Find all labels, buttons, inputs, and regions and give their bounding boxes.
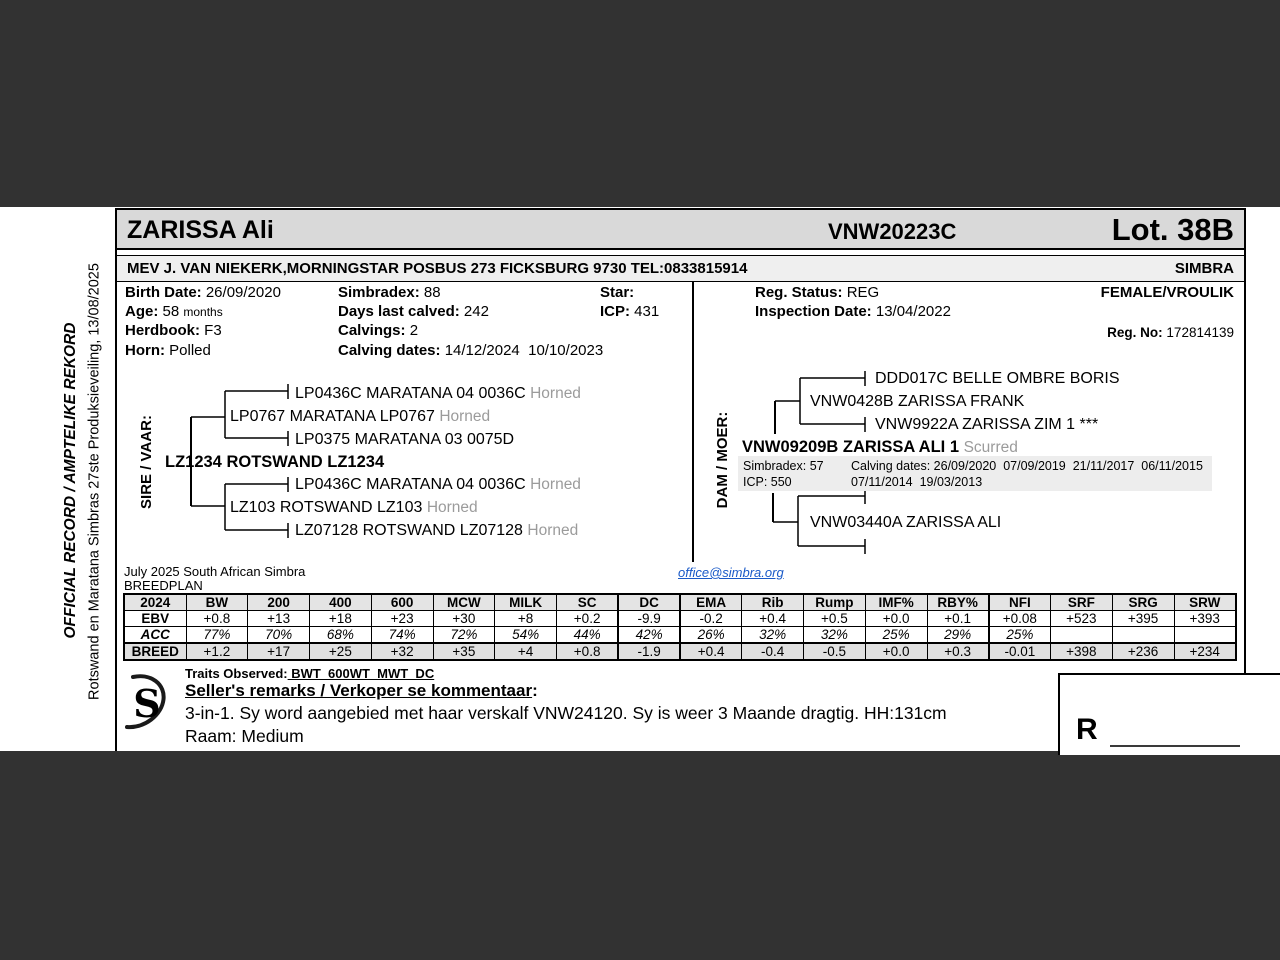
breedplan-cell-ebv-NFI: +0.08 [989, 611, 1051, 627]
sire-grandsire-sire: LP0436C MARATANA 04 0036C Horned [295, 385, 581, 402]
breedplan-cell-breed-MILK: +4 [495, 643, 557, 660]
sex-label: FEMALE/VROULIK [1100, 284, 1234, 301]
breedplan-cell-acc-MCW: 72% [433, 627, 495, 644]
inspection-date-field: Inspection Date: 13/04/2022 [755, 303, 951, 320]
star-field: Star: [600, 284, 635, 301]
sire-sire: LP0767 MARATANA LP0767 Horned [230, 408, 491, 425]
traits-observed: Traits Observed: BWT 600WT MWT DC [185, 666, 435, 681]
official-record-vertical-text: OFFICIAL RECORD / AMPTELIKE REKORD [62, 322, 79, 639]
breedplan-cell-acc-BW: 77% [186, 627, 248, 644]
price-currency-label: R [1076, 713, 1098, 746]
breedplan-row-ebv [124, 611, 1236, 627]
breedplan-cell-breed-BW: +1.2 [186, 643, 248, 660]
breedplan-edition: July 2025 South African Simbra [124, 564, 306, 579]
breedplan-header-row [124, 594, 1236, 611]
breedplan-cell-breed-SRF: +398 [1051, 643, 1113, 660]
breedplan-cell-breed-IMF%: +0.0 [865, 643, 927, 660]
lot-number: Lot. 38B [1111, 212, 1234, 247]
breedplan-cell-ebv-SC: +0.2 [557, 611, 619, 627]
sire-grandsire-dam: LP0375 MARATANA 03 0075D [295, 431, 515, 448]
breedplan-cell-breed-RBY%: +0.3 [927, 643, 989, 660]
simbradex-field: Simbradex: 88 [338, 284, 441, 301]
breedplan-col-Rib: Rib [742, 594, 804, 611]
breedplan-cell-breed-200: +17 [248, 643, 310, 660]
horn-field: Horn: Polled [125, 342, 211, 359]
breedplan-program: BREEDPLAN [124, 578, 203, 593]
breedplan-cell-breed-Rump: -0.5 [804, 643, 866, 660]
breedplan-cell-acc-MILK: 54% [495, 627, 557, 644]
breedplan-cell-acc-EMA: 26% [680, 627, 742, 644]
breedplan-cell-ebv-SRG: +395 [1112, 611, 1174, 627]
dam-stats-box [738, 456, 1212, 491]
breedplan-row-breed [124, 643, 1236, 660]
owner-band [117, 255, 1244, 282]
breedplan-cell-breed-SC: +0.8 [557, 643, 619, 660]
sire-granddam-dam: LZ07128 ROTSWAND LZ07128 Horned [295, 522, 579, 539]
breedplan-col-SC: SC [557, 594, 619, 611]
breedplan-cell-breed-Rib: -0.4 [742, 643, 804, 660]
icp-field: ICP: 431 [600, 303, 660, 320]
price-box [1058, 673, 1280, 755]
breedplan-col-400: 400 [310, 594, 372, 611]
breedplan-cell-ebv-MILK: +8 [495, 611, 557, 627]
breedplan-cell-ebv-MCW: +30 [433, 611, 495, 627]
breedplan-cell-acc-IMF%: 25% [865, 627, 927, 644]
seller-remarks-line2: Raam: Medium [185, 726, 304, 746]
breedplan-cell-breed-NFI: -0.01 [989, 643, 1051, 660]
calving-dates-field: Calving dates: 14/12/2024 10/10/2023 [338, 342, 604, 359]
dam-section-label: DAM / MOER: [714, 411, 731, 509]
breedplan-cell-acc-RBY%: 29% [927, 627, 989, 644]
breedplan-col-200: 200 [248, 594, 310, 611]
breedplan-cell-acc-Rib: 32% [742, 627, 804, 644]
breedplan-cell-ebv-Rump: +0.5 [804, 611, 866, 627]
breedplan-cell-acc-SRG [1112, 627, 1174, 644]
breedplan-cell-ebv-RBY%: +0.1 [927, 611, 989, 627]
breedplan-row-label-ebv: EBV [124, 611, 186, 627]
dam-dam: VNW03440A ZARISSA ALI [810, 514, 1002, 531]
birth-date-field: Birth Date: 26/09/2020 [125, 284, 281, 301]
breedplan-cell-ebv-BW: +0.8 [186, 611, 248, 627]
dam-stats-calving-dates: Calving dates: 26/09/2020 07/09/2019 21/11/2017 06/11/2015 07/11/2014 19/03/2013 [851, 459, 1203, 489]
breedplan-cell-ebv-DC: -9.9 [618, 611, 680, 627]
breedplan-col-SRW: SRW [1174, 594, 1236, 611]
bottom-letterbox-bar [0, 751, 1280, 960]
reg-no-field: Reg. No: 172814139 [1107, 325, 1234, 340]
breedplan-cell-ebv-IMF%: +0.0 [865, 611, 927, 627]
animal-code: VNW20223C [828, 219, 957, 244]
reg-status-field: Reg. Status: REG [755, 284, 880, 301]
breedplan-cell-acc-SRW [1174, 627, 1236, 644]
breedplan-cell-breed-400: +25 [310, 643, 372, 660]
seller-remarks-line1: 3-in-1. Sy word aangebied met haar verskalf VNW24120. Sy is weer 3 Maande dragtig. HH:131cm [185, 703, 947, 723]
seller-remarks-heading: Seller's remarks / Verkoper se kommentaar: [185, 681, 538, 700]
breedplan-row-label-breed: BREED [124, 643, 186, 660]
breedplan-cell-acc-400: 68% [310, 627, 372, 644]
top-letterbox-bar [0, 0, 1280, 207]
breedplan-col-NFI: NFI [989, 594, 1051, 611]
breedplan-cell-ebv-SRF: +523 [1051, 611, 1113, 627]
breedplan-col-RBY%: RBY% [927, 594, 989, 611]
breedplan-cell-ebv-400: +18 [310, 611, 372, 627]
breedplan-col-SRF: SRF [1051, 594, 1113, 611]
simbra-logo [117, 665, 183, 751]
catalog-page [0, 207, 1280, 751]
calvings-field: Calvings: 2 [338, 322, 419, 339]
breedplan-cell-breed-DC: -1.9 [618, 643, 680, 660]
age-field: Age: 58 months [125, 303, 223, 320]
dam-sire: VNW0428B ZARISSA FRANK [810, 393, 1025, 410]
breedplan-cell-ebv-SRW: +393 [1174, 611, 1236, 627]
logo-letter: S [133, 681, 161, 726]
breedplan-cell-breed-MCW: +35 [433, 643, 495, 660]
breedplan-col-MCW: MCW [433, 594, 495, 611]
breedplan-cell-breed-SRG: +236 [1112, 643, 1174, 660]
sire-granddam-sire: LP0436C MARATANA 04 0036C Horned [295, 476, 581, 493]
sire-dam: LZ103 ROTSWAND LZ103 Horned [230, 499, 478, 516]
owner-line: MEV J. VAN NIEKERK,MORNINGSTAR POSBUS 273 FICKSBURG 9730 TEL:0833815914 [127, 260, 748, 277]
breedplan-cell-acc-SC: 44% [557, 627, 619, 644]
sire-name: LZ1234 ROTSWAND LZ1234 [165, 453, 385, 471]
breedplan-cell-acc-NFI: 25% [989, 627, 1051, 644]
animal-name: ZARISSA Ali [127, 216, 274, 244]
breedplan-col-EMA: EMA [680, 594, 742, 611]
breedplan-col-IMF%: IMF% [865, 594, 927, 611]
pedigree-divider [692, 282, 694, 562]
breedplan-cell-acc-Rump: 32% [804, 627, 866, 644]
breedplan-cell-ebv-EMA: -0.2 [680, 611, 742, 627]
price-blank-line [1110, 745, 1240, 747]
breedplan-cell-ebv-200: +13 [248, 611, 310, 627]
breedplan-col-600: 600 [371, 594, 433, 611]
sale-event-vertical-text: Rotswand en Maratana Simbras 27ste Produksieveiling, 13/08/2025 [86, 263, 103, 700]
title-band [117, 210, 1244, 250]
breedplan-cell-acc-DC: 42% [618, 627, 680, 644]
breedplan-cell-ebv-Rib: +0.4 [742, 611, 804, 627]
days-last-calved-field: Days last calved: 242 [338, 303, 489, 320]
breedplan-cell-acc-SRF [1051, 627, 1113, 644]
breedplan-col-DC: DC [618, 594, 680, 611]
breedplan-cell-breed-600: +32 [371, 643, 433, 660]
record-frame [115, 208, 1246, 751]
breedplan-cell-acc-200: 70% [248, 627, 310, 644]
breedplan-table [123, 593, 1237, 661]
email-link[interactable]: office@simbra.org [678, 565, 784, 580]
breedplan-cell-acc-600: 74% [371, 627, 433, 644]
breedplan-row-label-acc: ACC [124, 627, 186, 644]
breedplan-year-cell: 2024 [124, 594, 186, 611]
dam-grandsire-sire: DDD017C BELLE OMBRE BORIS [875, 370, 1120, 387]
breedplan-cell-ebv-600: +23 [371, 611, 433, 627]
breedplan-col-MILK: MILK [495, 594, 557, 611]
sire-section-label: SIRE / VAAR: [138, 415, 155, 509]
breedplan-col-SRG: SRG [1112, 594, 1174, 611]
dam-grandsire-dam: VNW9922A ZARISSA ZIM 1 *** [875, 416, 1099, 433]
breedplan-col-BW: BW [186, 594, 248, 611]
breed-name: SIMBRA [1174, 260, 1234, 277]
breedplan-cell-breed-EMA: +0.4 [680, 643, 742, 660]
breedplan-col-Rump: Rump [804, 594, 866, 611]
herdbook-field: Herdbook: F3 [125, 322, 222, 339]
breedplan-row-acc [124, 627, 1236, 644]
dam-name: VNW09209B ZARISSA ALI 1 Scurred [742, 438, 1018, 456]
breedplan-cell-breed-SRW: +234 [1174, 643, 1236, 660]
dam-stats-left: Simbradex: 57 ICP: 550 [743, 459, 824, 489]
